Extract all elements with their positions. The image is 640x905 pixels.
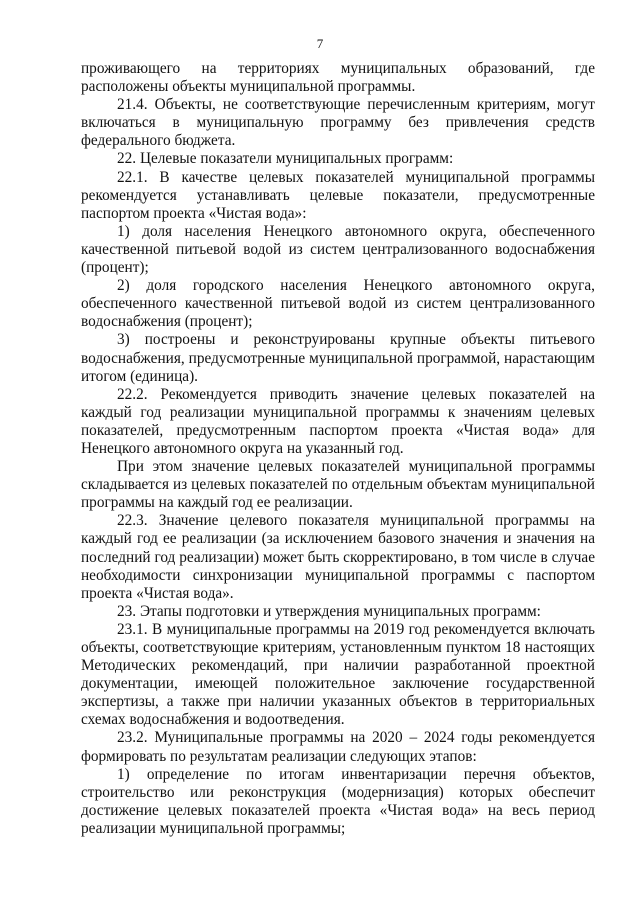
document-body [81,60,595,838]
paragraph: 21.4. Объекты, не соответствующие перечисленным критериям, могут включаться в муниципальную программу без привлечения средств федерального бюджета. [81,96,595,150]
list-item: 1) определение по итогам инвентаризации перечня объектов, строительство или реконструкция (модернизация) которых обеспечит достижение целевых показателей проекта «Чистая вода» на весь период реализации муниципальной программы; [81,765,595,837]
paragraph: 23.2. Муниципальные программы на 2020 – 2024 годы рекомендуется формировать по результатам реализации следующих этапов: [81,729,595,765]
list-item: 3) построены и реконструированы крупные объекты питьевого водоснабжения, предусмотренные муниципальной программой, нарастающим итогом (единица). [81,331,595,385]
paragraph: 22.2. Рекомендуется приводить значение целевых показателей на каждый год реализации муниципальной программы к значениям целевых показателей, предусмотренным паспортом проекта «Чистая вода» для Ненецкого автономного округа на указанный год. [81,385,595,457]
list-item: 2) доля городского населения Ненецкого автономного округа, обеспеченного качественной питьевой водой из систем централизованного водоснабжения (процент); [81,277,595,331]
section-heading: 22. Целевые показатели муниципальных программ: [117,150,454,168]
page-number: 7 [316,36,324,51]
paragraph: 22.3. Значение целевого показателя муниципальной программы на каждый год ее реализации (за исключением базового значения и значения на последний год реализации) может быть скорректировано, в том числе в случае необходимости синхронизации муниципальной программы с паспортом проекта «Чистая вода». [81,512,595,602]
paragraph: При этом значение целевых показателей муниципальной программы складывается из целевых показателей по отдельным объектам муниципальной программы на каждый год ее реализации. [81,458,595,512]
section-heading: 23. Этапы подготовки и утверждения муниципальных программ: [117,602,541,620]
list-item: 1) доля населения Ненецкого автономного округа, обеспеченного качественной питьевой водой из систем централизованного водоснабжения (процент); [81,222,595,277]
paragraph: проживающего на территориях муниципальных образований, где расположены объекты муниципальной программы. [81,60,595,96]
paragraph: 23.1. В муниципальные программы на 2019 год рекомендуется включать объекты, соответствующие критериям, установленным пунктом 18 настоящих Методических рекомендаций, при наличии разработанной проектной документации, имеющей положительное заключение государственной экспертизы, а также при наличии указанных объектов в территориальных схемах водоснабжения и водоотведения. [81,620,595,729]
paragraph: 22.1. В качестве целевых показателей муниципальной программы рекомендуется устанавливать целевые показатели, предусмотренные паспортом проекта «Чистая вода»: [81,168,595,222]
